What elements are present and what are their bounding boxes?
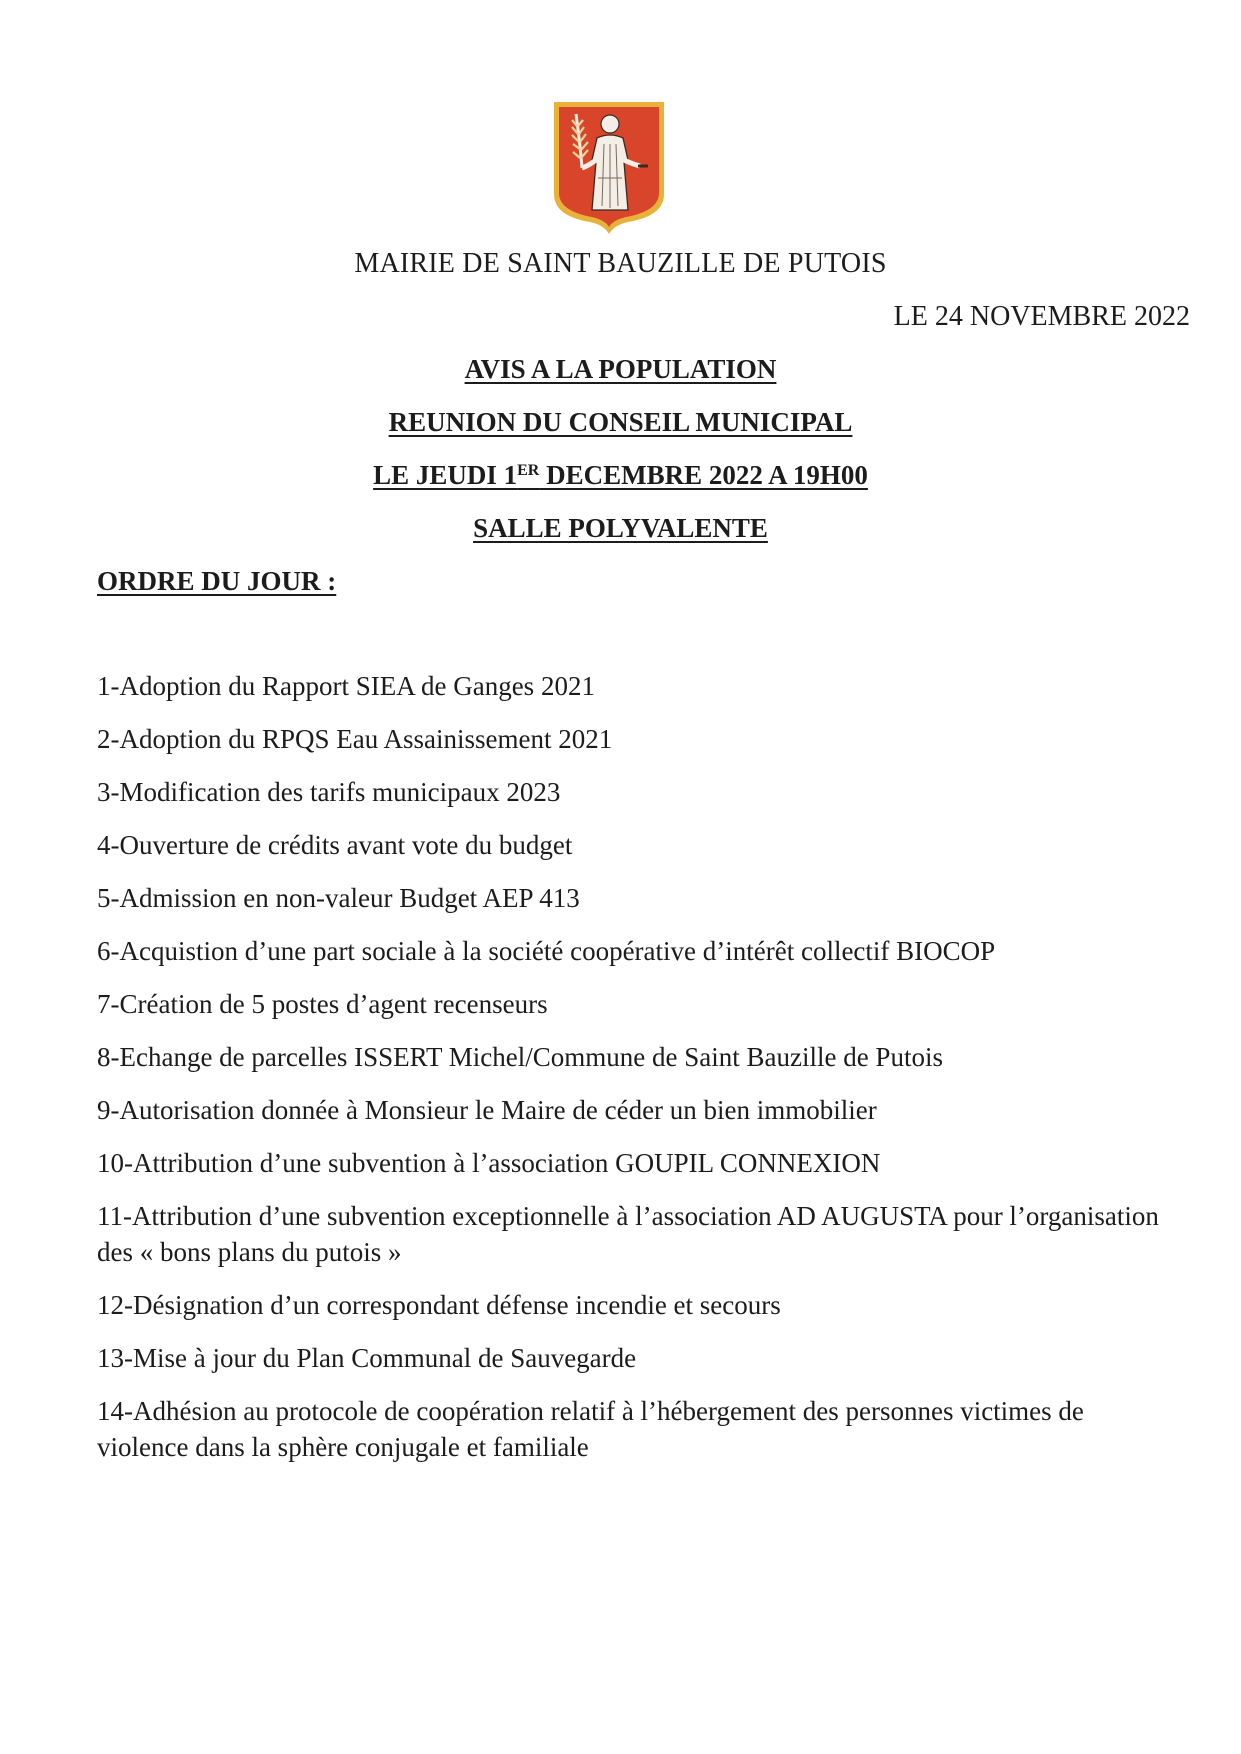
meeting-date-rest: DECEMBRE 2022 A 19H00 (539, 460, 868, 490)
agenda-item: 2-Adoption du RPQS Eau Assainissement 2021 (97, 724, 613, 754)
agenda-item: 11-Attribution d’une subvention exceptionnelle à l’association AD AUGUSTA pour l’organisation des « bons plans du putois » (97, 1201, 1159, 1267)
agenda-item: 4-Ouverture de crédits avant vote du budget (97, 830, 573, 860)
agenda-item: 9-Autorisation donnée à Monsieur le Maire de céder un bien immobilier (97, 1095, 877, 1125)
agenda-item: 7-Création de 5 postes d’agent recenseurs (97, 989, 548, 1019)
notice-heading: AVIS A LA POPULATION (464, 354, 777, 384)
coat-of-arms-icon (550, 98, 668, 236)
agenda-title: ORDRE DU JOUR : (97, 566, 337, 596)
agenda-item: 8-Echange de parcelles ISSERT Michel/Commune de Saint Bauzille de Putois (97, 1042, 943, 1072)
document-date: LE 24 NOVEMBRE 2022 (893, 301, 1190, 332)
agenda-item: 10-Attribution d’une subvention à l’association GOUPIL CONNEXION (97, 1148, 881, 1178)
agenda-item: 13-Mise à jour du Plan Communal de Sauvegarde (97, 1343, 637, 1373)
meeting-heading: REUNION DU CONSEIL MUNICIPAL (388, 407, 853, 437)
agenda-item: 3-Modification des tarifs municipaux 2023 (97, 777, 561, 807)
agenda-item: 12-Désignation d’un correspondant défense incendie et secours (97, 1290, 781, 1320)
agenda-list (97, 668, 1167, 1482)
agenda-item: 5-Admission en non-valeur Budget AEP 413 (97, 883, 580, 913)
agenda-item: 1-Adoption du Rapport SIEA de Ganges 2021 (97, 671, 595, 701)
agenda-item: 6-Acquistion d’une part sociale à la société coopérative d’intérêt collectif BIOCOP (97, 936, 996, 966)
meeting-date-heading (0, 460, 1241, 491)
agenda-item: 14-Adhésion au protocole de coopération relatif à l’hébergement des personnes victimes de violence dans la sphère conjugale et familiale (97, 1396, 1084, 1462)
mairie-title: MAIRIE DE SAINT BAUZILLE DE PUTOIS (354, 248, 887, 279)
meeting-date-prefix: LE JEUDI 1 (373, 460, 518, 490)
ordinal-suffix: ER (517, 462, 540, 479)
venue-heading: SALLE POLYVALENTE (473, 513, 768, 543)
